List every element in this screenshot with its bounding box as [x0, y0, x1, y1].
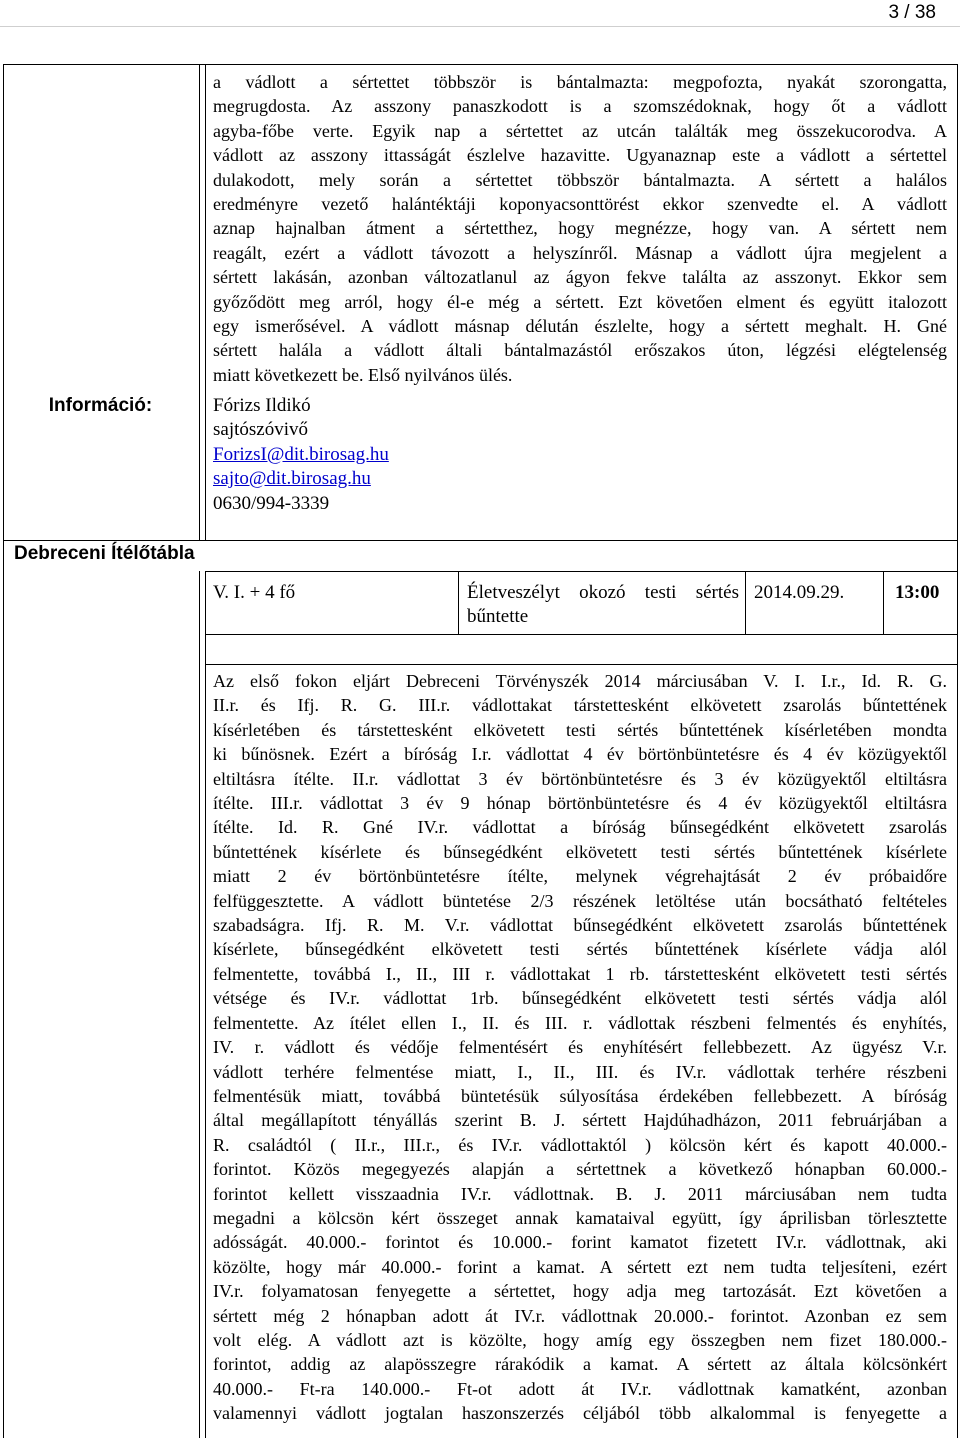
case-line: felmentette. Az ítélet ellen I., II. és III. r. vádlottak részbeni felmentés és enyhítés, — [213, 1012, 947, 1033]
info-line: agyba-főbe verte. Egyik nap a sértettet az utcán találták meg összekucorodva. A — [213, 120, 947, 141]
table-border-top — [3, 64, 958, 65]
case-line: ítélte. Id. R. Gné IV.r. vádlottat a bíróság bűnsegédként elkövetett zsarolás — [213, 817, 947, 838]
info-line: megrugdosta. Az asszony panaszkodott is a szomszédoknak, hogy őt a vádlott — [213, 96, 947, 117]
case-line: felmentette, továbbá I., II., III r. vádlottakat 1 rb. társtettesként elkövetett testi sértés — [213, 963, 947, 984]
case-col-date — [745, 571, 746, 634]
case-line: felfüggesztette. A vádlott büntetése 2/3 részének letöltése után bocsátható feltételes — [213, 890, 947, 911]
table-border-col2-lower — [205, 571, 206, 1438]
case-line: valamennyi vádlott jogtalan haszonszerzés céljából több alkalommal is fenyegette a — [213, 1403, 947, 1424]
case-line: 40.000.- Ft-ra 140.000.- Ft-ot adott át IV.r. vádlottnak kamatként, azonban — [213, 1378, 947, 1399]
info-line: dulakodott, mely során a sértettet többször bántalmazta. A sértett a halálos — [213, 169, 947, 190]
case-col-offense — [458, 571, 459, 634]
case-line: megadni a kölcsön kért összeget annak kamataival együtt, így áprilisban törlesztette — [213, 1207, 947, 1228]
case-offense — [467, 581, 739, 629]
case-line: adósságát. 40.000.- forintot és 10.000.- forint kamatot fizetett IV.r. vádlottnak, aki — [213, 1232, 947, 1253]
case-line: kísérlete, bűnsegédként elkövetett testi sértés bűntettének kísérlete vádja alól — [213, 939, 947, 960]
info-line: eredményre vezető halántéktáji koponyacsonttörést ekkor szenvedte el. A vádlott — [213, 194, 947, 215]
case-line: által megállapított tényállás szerint B. J. sértett Hajdúhadházon, 2011 februárjában a — [213, 1110, 947, 1131]
case-line: miatt 2 év börtönbüntetésre ítélte, melynek végrehajtását 2 év próbaidőre — [213, 866, 947, 887]
case-line: vádlott terhére felmentése miatt, I., II., III. és IV.r. vádlottak terhére részbeni — [213, 1061, 947, 1082]
info-line: sértett lakásán, azonban változatlanul az ágyon fekve találta az asszonyt. Ekkor sem — [213, 267, 947, 288]
contact-block — [213, 394, 389, 516]
case-line: forintot. Közös megegyezés alapján a sértettnek a következő hónapban 60.000.- — [213, 1159, 947, 1180]
court-row-top — [3, 540, 958, 541]
case-row-bottom — [205, 634, 958, 635]
table-border-col1-lower — [199, 571, 200, 1438]
info-line: egy ismerősével. A vádlott másnap délután észlelte, hogy a sértett meghalt. H. Gné — [213, 316, 947, 337]
info-line: vádlott az asszony ittasságát észlelve hazavitte. Ugyanaznap este a vádlott a sértettel — [213, 145, 947, 166]
table-border-col1 — [199, 64, 200, 540]
case-offense-line: Életveszélyt okozó testi sértés — [467, 582, 739, 603]
case-number: V. I. + 4 fő — [213, 582, 296, 603]
contact-name: Fórizs Ildikó — [213, 395, 311, 416]
info-line: reagált, ezért a vádlott távozott a helyszínről. Másnap a vádlott újra megjelent a — [213, 242, 947, 263]
info-line: sértett halála a vádlott általi bántalmazástól erőszakos úton, légzési elégtelenség — [213, 340, 947, 361]
page-number: 3 / 38 — [888, 2, 936, 23]
contact-email-link[interactable]: ForizsI@dit.birosag.hu — [213, 443, 389, 465]
info-line: a vádlott a sértettet többször is bántalmazta: megpofozta, nyakát szorongatta, — [213, 72, 947, 92]
case-line: kísérletében és társtettesként elkövetett testi sértés bűntettének kísérletében mondta — [213, 719, 947, 740]
case-line: forintot kellett visszaadnia IV.r. vádlottnak. B. J. 2011 márciusában nem tudta — [213, 1183, 947, 1204]
table-border-left — [3, 64, 4, 1438]
info-label: Információ: — [48, 395, 153, 416]
table-border-right — [957, 64, 958, 1438]
header-divider — [0, 26, 960, 27]
case-line: sértett még 2 hónapban adott át IV.r. vádlottnak 20.000.- forintot. Azonban ez sem — [213, 1305, 947, 1326]
info-paragraph — [213, 70, 947, 387]
case-offense-line: bűntette — [467, 606, 529, 627]
case-line: IV.r. folyamatosan fenyegette a sértettet, hogy adja meg tartozását. Ezt követően a — [213, 1281, 947, 1302]
case-line: bűntettének kísérlete és bűnsegédként elkövetett testi sértés bűntettének kísérlete — [213, 841, 947, 862]
table-border-col2 — [205, 64, 206, 540]
case-line: Az első fokon eljárt Debreceni Törvényszék 2014 márciusában V. I. I.r., Id. R. G. — [213, 671, 947, 691]
case-line: R. családtól ( II.r., III.r., és IV.r. vádlottaktól ) kölcsön kért és kapott 40.000.- — [213, 1134, 947, 1155]
row-divider-top-inner — [199, 64, 206, 65]
case-line: forintot, addig az alapösszegre rárakódik a kamat. A sértett az általa kölcsönkért — [213, 1354, 947, 1375]
court-name: Debreceni Ítélőtábla — [14, 543, 195, 564]
info-line: győződött meg arról, hogy él-e még a sértett. Ezt követően elment és együtt italozott — [213, 291, 947, 312]
contact-phone: 0630/994-3339 — [213, 492, 330, 514]
case-line: ki bűnösnek. Ezért a bíróság I.r. vádlottat 4 év börtönbüntetésre és 4 év közügyektől — [213, 744, 947, 765]
info-line: aznap hajnalban átment a sértetthez, hogy megnézze, hogy van. A sértett nem — [213, 218, 947, 239]
case-paragraph — [213, 669, 947, 1426]
case-date: 2014.09.29. — [754, 582, 845, 603]
case-time: 13:00 — [895, 582, 940, 603]
case-col-time — [883, 571, 884, 634]
case-details-top — [205, 664, 958, 665]
case-line: II.r. és Ifj. R. G. III.r. vádlottakat társtettesként elkövetett zsarolás bűntettének — [213, 695, 947, 716]
case-line: IV. r. vádlott és védője felmentésért és enyhítésért fellebbezett. Az ügyész V.r. — [213, 1037, 947, 1058]
case-line: felmentésük miatt, továbbá büntetésük súlyosítása érdekében fellebbezett. A bíróság — [213, 1085, 947, 1106]
case-line: ítélte. III.r. vádlottat 3 év 9 hónap börtönbüntetésre és 4 év közügyektől eltiltásra — [213, 793, 947, 814]
case-line: volt elég. A vádlott azt is közölte, hogy amíg egy összegben nem fizet 180.000.- — [213, 1329, 947, 1350]
court-row-bottom — [205, 571, 958, 572]
contact-role: sajtószóvivő — [213, 419, 308, 441]
case-line: eltiltásra ítélte. II.r. vádlottat 3 év börtönbüntetésre és 3 év közügyektől eltiltásra — [213, 768, 947, 789]
press-email-link[interactable]: sajto@dit.birosag.hu — [213, 468, 371, 490]
info-line: miatt következett be. Első nyilvános ülés. — [213, 364, 513, 385]
case-line: vétsége és IV.r. vádlottat 1rb. bűnsegédként elkövetett testi sértés vádja alól — [213, 988, 947, 1009]
case-line: közölte, hogy már 40.000.- forint a kamat. A sértett ezt nem tudta teljesíteni, ezért — [213, 1256, 947, 1277]
case-line: szabadságra. Ifj. R. M. V.r. vádlottat bűnsegédként elkövetett zsarolás bűntettének — [213, 915, 947, 936]
